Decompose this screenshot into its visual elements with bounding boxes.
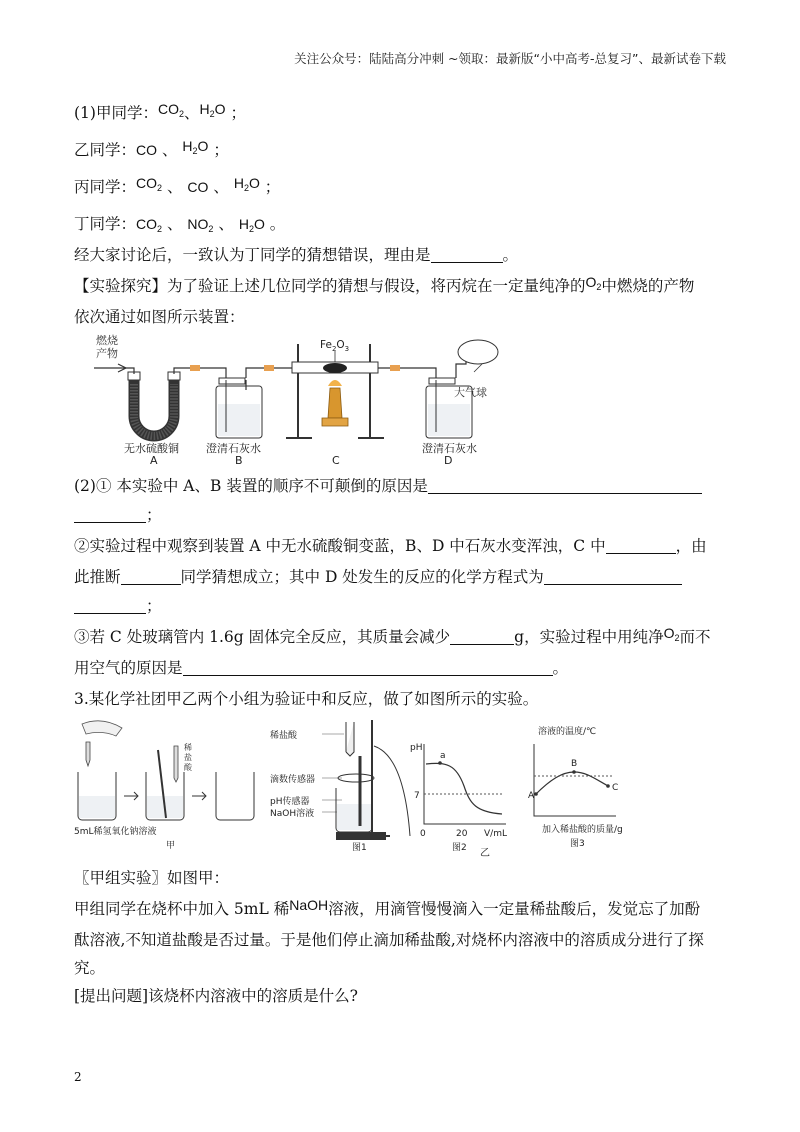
neutralization-figures [74,716,674,862]
letter-d: D [444,454,453,466]
letter-b: B [235,454,243,466]
q2-part2-end: ； [74,596,162,616]
acid-label-3: 酸 [184,763,192,772]
fig2-curve [426,763,502,814]
arrow-1 [124,792,138,800]
answer-blank[interactable] [450,628,514,645]
letter-c: C [332,454,340,466]
label-d-name: 澄清石灰水 [422,442,477,455]
connector-3 [390,365,400,371]
dropper-icon [86,742,90,766]
fig2-ylabel: pH [410,743,423,753]
raise-question: [提出问题]该烧杯内溶液中的溶质是什么? [74,987,358,1005]
fig3-point-c: C [612,783,619,793]
fig1-label-ph: pH传感器 [270,797,310,807]
label-yi: 乙 [480,848,490,859]
jia-paragraph-line-2: 酞溶液,不知道盐酸是否过量。于是他们停止滴加稀盐酸,对烧杯内溶液中的溶质成分进行了探 [74,931,704,949]
guess-jia: (1)甲同学：$CO_2$、$H_2O$ ； [74,101,246,122]
fig1-label-drop: 滴数传感器 [270,775,316,785]
burette [346,722,354,756]
tube-c-d [378,368,436,380]
q2-part2-cont: 此推断 同学猜想成立；其中 D 处发生的反应的化学方程式为 [74,567,682,587]
burner [328,388,342,418]
q2-part2: ②实验过程中观察到装置 A 中无水硫酸铜变蓝，B、D 中石灰水变浑浊，C 中 ，由 [74,537,707,555]
bottle-d-stopper [429,378,455,384]
arrow-2 [192,792,206,800]
answer-blank[interactable] [606,537,676,554]
fig3-ylabel: 溶液的温度/℃ [538,727,597,737]
guess-yi: 乙同学：CO 、 $H_2O$ ； [74,138,229,159]
explore-line-1: 【实验探究】为了验证上述几位同学的猜想与假设，将丙烷在一定量纯净的$O_2$中燃烧的产物 [74,274,695,295]
fig2-name: 图2 [452,843,467,853]
label-b-name: 澄清石灰水 [206,442,261,455]
answer-blank[interactable] [74,597,146,614]
answer-blank[interactable] [121,568,181,585]
apparatus-figure [86,334,524,466]
bottle-b-stopper [219,378,245,384]
flame [328,380,342,386]
fig2-zero: 0 [420,829,426,839]
inlet-label-1: 燃烧 [96,334,118,347]
fig3-point-b: B [571,759,578,769]
connector-2 [264,365,274,371]
fig2-seven: 7 [414,791,420,801]
answer-blank[interactable] [428,477,702,494]
q2-part3-cont: 用空气的原因是 。 [74,659,569,677]
explore-line-2: 依次通过如图所示装置： [74,308,245,326]
balloon [458,340,498,364]
tube-d-balloon [456,360,466,378]
group-jia-title: 〖甲组实验〗如图甲： [74,869,230,887]
stand-left [286,344,312,438]
fig2-xlabel: V/mL [484,829,507,839]
answer-blank[interactable] [74,506,146,523]
q2-part1-cont: ； [74,505,162,525]
fig3-axes [534,744,619,816]
label-jia: 甲 [166,841,176,851]
q3-title: 3.某化学社团甲乙两个小组为验证中和反应，做了如图所示的实验。 [74,690,539,708]
fe2o3-powder [323,363,347,373]
fig3-xlabel: 加入稀盐酸的质量/g [542,825,623,835]
stirrer-base [336,832,386,840]
page-number: 2 [74,1070,82,1084]
guess-bing: 丙同学：$CO_2$ 、 CO 、 $H_2O$ ； [74,175,281,196]
fig1-label-naoh: NaOH溶液 [270,809,315,819]
fig2-twenty: 20 [456,829,468,839]
balloon-label: 大气球 [454,386,487,399]
answer-blank[interactable] [183,659,553,676]
inlet-label-2: 产物 [96,347,118,360]
acid-label-1: 稀 [184,743,192,752]
q2-part3: ③若 C 处玻璃管内 1.6g 固体完全反应，其质量会减少 g，实验过程中用纯净$O_2$而不 [74,625,711,646]
label-a-name: 无水硫酸铜 [124,442,179,455]
answer-blank[interactable] [544,568,682,585]
fig1-label-acid: 稀盐酸 [270,731,298,741]
discuss-line: 经大家讨论后，一致认为丁同学的猜想错误，理由是 。 [74,246,519,264]
stand-right [358,344,384,438]
acid-label-2: 盐 [184,753,192,762]
fe2o3-label: $Fe_2O_3$ [320,339,350,353]
connector-1 [190,365,200,371]
hand-icon [82,721,122,736]
drop-sensor-ring [338,774,374,782]
jia-paragraph-line-3: 究。 [74,959,106,977]
naoh-label: 5mL稀氢氧化钠溶液 [74,827,157,837]
letter-a: A [150,454,158,466]
answer-blank[interactable] [431,246,503,263]
fig1-name: 图1 [352,843,367,853]
fig2-point-label: a [440,751,446,761]
q2-part1: (2)① 本实验中 A、B 装置的顺序不可颠倒的原因是 [74,476,702,496]
guess-ding: 丁同学：$CO_2$ 、 $NO_2$ 、 $H_2O$ 。 [74,215,286,234]
fig3-point-a: A [528,791,535,801]
beaker-3 [216,772,254,820]
jia-paragraph-line-1: 甲组同学在烧杯中加入 5mL 稀NaOH溶液，用滴管慢慢滴入一定量稀盐酸后，发觉忘了加酚 [74,897,701,918]
page-header: 关注公众号：陆陆高分冲刺 ~领取：最新版“小中高考-总复习”、最新试卷下载 [294,51,726,66]
fig2-point-a [438,761,442,765]
fig3-curve [536,772,608,794]
fig2-axes [424,744,506,824]
fig3-name: 图3 [570,839,585,849]
